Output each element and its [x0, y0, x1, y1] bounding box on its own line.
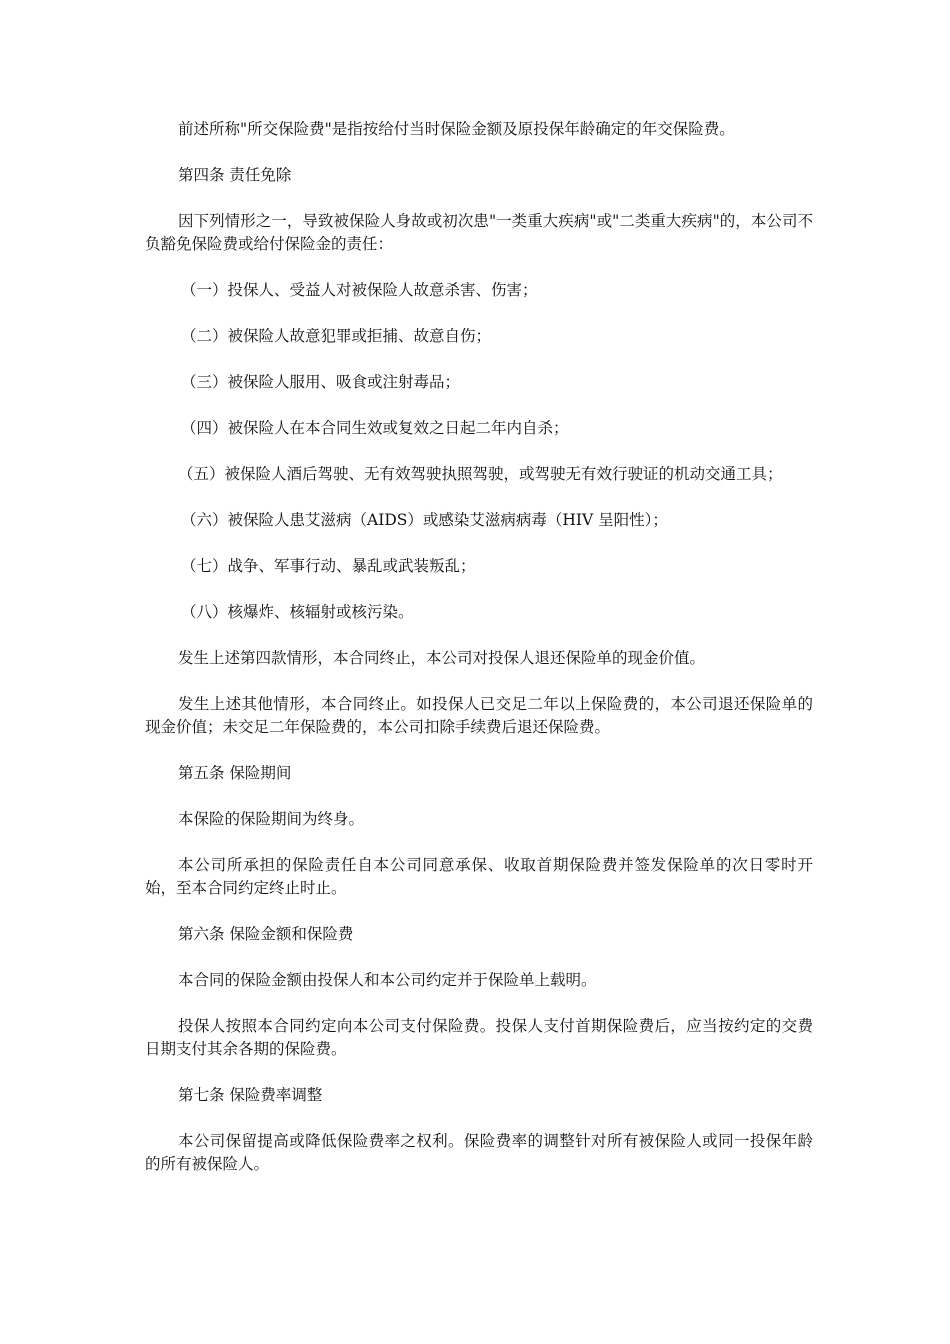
paragraph-premium-payment: 投保人按照本合同约定向本公司支付保险费。投保人支付首期保险费后，应当按约定的交费日期支付其余各期的保险费。 [145, 1017, 813, 1058]
section-heading-rate-adjustment: 第七条 保险费率调整 [178, 1086, 323, 1104]
document-body [145, 118, 813, 1199]
section-heading-insurance-period: 第五条 保险期间 [178, 764, 292, 782]
paragraph-coverage-start: 本公司所承担的保险责任自本公司同意承保、收取首期保险费并签发保险单的次日零时开始，至本合同约定终止时止。 [145, 856, 813, 897]
paragraph-period-lifetime: 本保险的保险期间为终身。 [178, 810, 365, 828]
exclusion-item-5: （五）被保险人酒后驾驶、无有效驾驶执照驾驶，或驾驶无有效行驶证的机动交通工具； [178, 465, 783, 483]
exclusion-item-1: （一）投保人、受益人对被保险人故意杀害、伤害； [181, 281, 538, 299]
exclusion-item-6: （六）被保险人患艾滋病（AIDS）或感染艾滋病病毒（HIV 呈阳性）； [181, 511, 668, 529]
paragraph-other-consequence: 发生上述其他情形，本合同终止。如投保人已交足二年以上保险费的，本公司退还保险单的现金价值；未交足二年保险费的，本公司扣除手续费后退还保险费。 [145, 695, 813, 736]
paragraph-sum-insured: 本合同的保险金额由投保人和本公司约定并于保险单上载明。 [178, 971, 597, 989]
paragraph-premium-definition: 前述所称"所交保险费"是指按给付当时保险金额及原投保年龄确定的年交保险费。 [178, 120, 735, 138]
exclusion-item-8: （八）核爆炸、核辐射或核污染。 [181, 603, 414, 621]
paragraph-rate-adjustment: 本公司保留提高或降低保险费率之权利。保险费率的调整针对所有被保险人或同一投保年龄的所有被保险人。 [145, 1132, 813, 1173]
paragraph-item-four-consequence: 发生上述第四款情形，本合同终止，本公司对投保人退还保险单的现金价值。 [178, 649, 706, 667]
section-heading-exclusions: 第四条 责任免除 [178, 166, 292, 184]
exclusion-item-4: （四）被保险人在本合同生效或复效之日起二年内自杀； [181, 419, 569, 437]
exclusion-item-3: （三）被保险人服用、吸食或注射毒品； [181, 373, 461, 391]
section-heading-sum-and-premium: 第六条 保险金额和保险费 [178, 925, 354, 943]
exclusion-item-7: （七）战争、军事行动、暴乱或武装叛乱； [181, 557, 476, 575]
paragraph-exclusions-intro: 因下列情形之一，导致被保险人身故或初次患"一类重大疾病"或"二类重大疾病"的，本公司不负豁免保险费或给付保险金的责任： [145, 212, 813, 253]
exclusion-item-2: （二）被保险人故意犯罪或拒捕、故意自伤； [181, 327, 492, 345]
